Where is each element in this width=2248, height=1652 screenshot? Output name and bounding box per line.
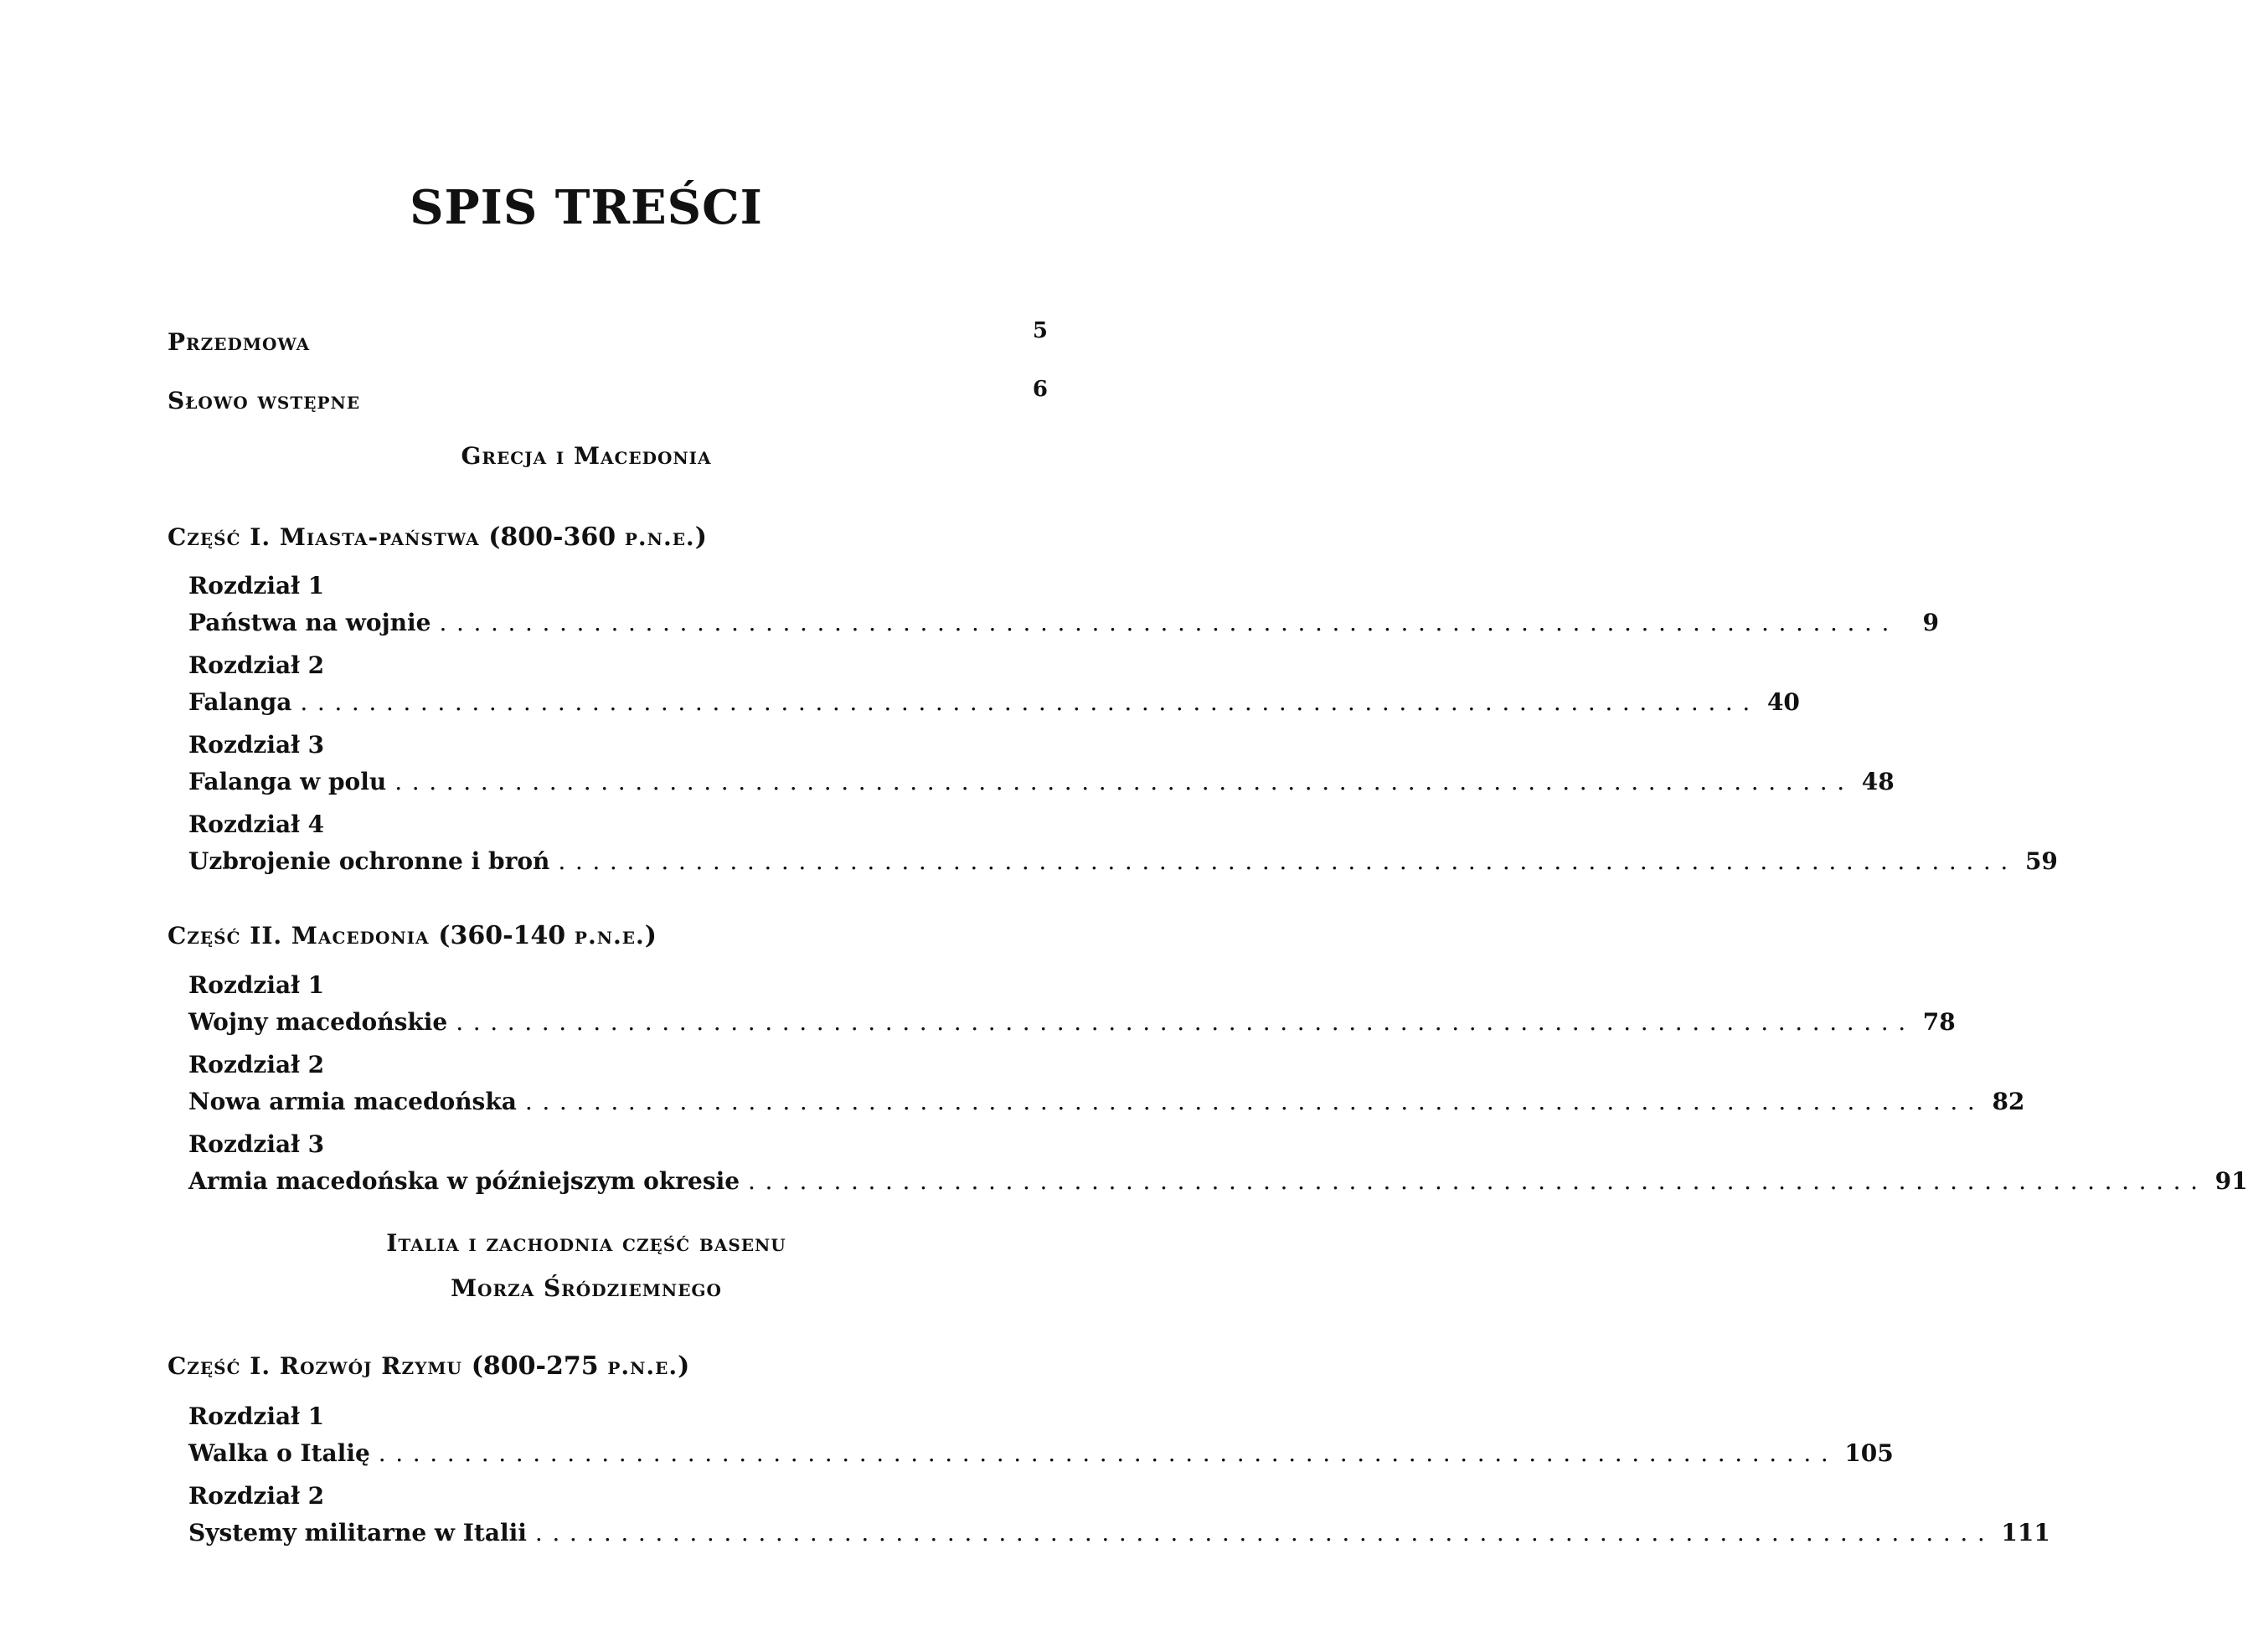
part-heading[interactable]: Część II. Macedonia (360-140 p.n.e.) [168, 921, 657, 950]
chapter-entry[interactable] [188, 568, 1940, 641]
toc-entry-slowo-wstepne[interactable] [168, 377, 1049, 414]
chapter-title: Walka o Italię [188, 1439, 370, 1467]
toc-entry-przedmowa[interactable] [168, 318, 1049, 356]
page-number: 82 [1992, 1088, 2025, 1115]
dot-leader: ..................................................................................... [558, 847, 2018, 875]
page-number: 9 [1922, 609, 1940, 636]
chapter-title: Uzbrojenie ochronne i broń [188, 847, 550, 875]
page-number: 91 [2214, 1167, 2248, 1195]
dot-leader: ..................................................................................... [534, 1519, 1995, 1546]
page-number: 48 [1861, 768, 1895, 795]
section-heading: Grecja i Macedonia [461, 442, 712, 470]
dot-leader: ..................................................................................... [378, 1439, 1838, 1467]
chapter-title: Falanga w polu [188, 768, 387, 795]
chapter-number: Rozdział 1 [188, 1402, 325, 1430]
entry-label: Słowo wstępne [168, 387, 361, 414]
page-number: 40 [1766, 688, 1800, 716]
section-heading: Italia i zachodnia część basenu [386, 1229, 786, 1257]
chapter-entry[interactable] [188, 1478, 2050, 1552]
chapter-title: Wojny macedońskie [188, 1008, 448, 1036]
dot-leader: ..................................................................................... [300, 688, 1760, 716]
dot-leader: ..................................................................................... [439, 609, 1900, 636]
chapter-number: Rozdział 3 [188, 731, 325, 759]
page-number: 78 [1922, 1008, 1956, 1036]
chapter-number: Rozdział 3 [188, 1130, 325, 1158]
chapter-number: Rozdział 2 [188, 1482, 325, 1510]
chapter-number: Rozdział 1 [188, 572, 325, 600]
chapter-title: Armia macedońska w późniejszym okresie [188, 1167, 740, 1195]
dot-leader: ..................................................................................... [524, 1088, 1985, 1115]
section-heading-line-2: Morza Śródziemnego [451, 1274, 722, 1302]
chapter-number: Rozdział 2 [188, 1051, 325, 1078]
chapter-entry[interactable] [188, 1398, 1894, 1472]
page-number: 59 [2024, 847, 2058, 875]
entry-label: Przedmowa [168, 328, 311, 356]
part-heading[interactable]: Część I. Miasta-państwa (800-360 p.n.e.) [168, 522, 707, 552]
chapter-entry[interactable] [188, 727, 1895, 800]
chapter-entry[interactable] [188, 1126, 2248, 1200]
chapter-entry[interactable] [188, 967, 1956, 1041]
part-heading[interactable]: Część I. Rozwój Rzymu (800-275 p.n.e.) [168, 1351, 690, 1381]
chapter-title: Nowa armia macedońska [188, 1088, 517, 1115]
chapter-number: Rozdział 1 [188, 971, 325, 999]
page-number: 105 [1844, 1439, 1894, 1467]
dot-leader: ..................................................................................... [456, 1008, 1915, 1036]
page-number: 111 [2001, 1519, 2050, 1546]
chapter-title: Falanga [188, 688, 292, 716]
chapter-title: Państwa na wojnie [188, 609, 431, 636]
page-number: 5 [1032, 318, 1049, 343]
chapter-entry[interactable] [188, 1047, 2025, 1120]
chapter-title: Systemy militarne w Italii [188, 1519, 527, 1546]
chapter-entry[interactable] [188, 647, 1800, 721]
dot-leader: ..................................................................................... [748, 1167, 2208, 1195]
chapter-entry[interactable] [188, 806, 2058, 880]
dot-leader: ..................................................................................... [394, 768, 1854, 795]
chapter-number: Rozdział 2 [188, 651, 325, 679]
page-number: 6 [1032, 377, 1049, 402]
chapter-number: Rozdział 4 [188, 811, 325, 838]
page-title: SPIS TREŚCI [410, 180, 763, 235]
